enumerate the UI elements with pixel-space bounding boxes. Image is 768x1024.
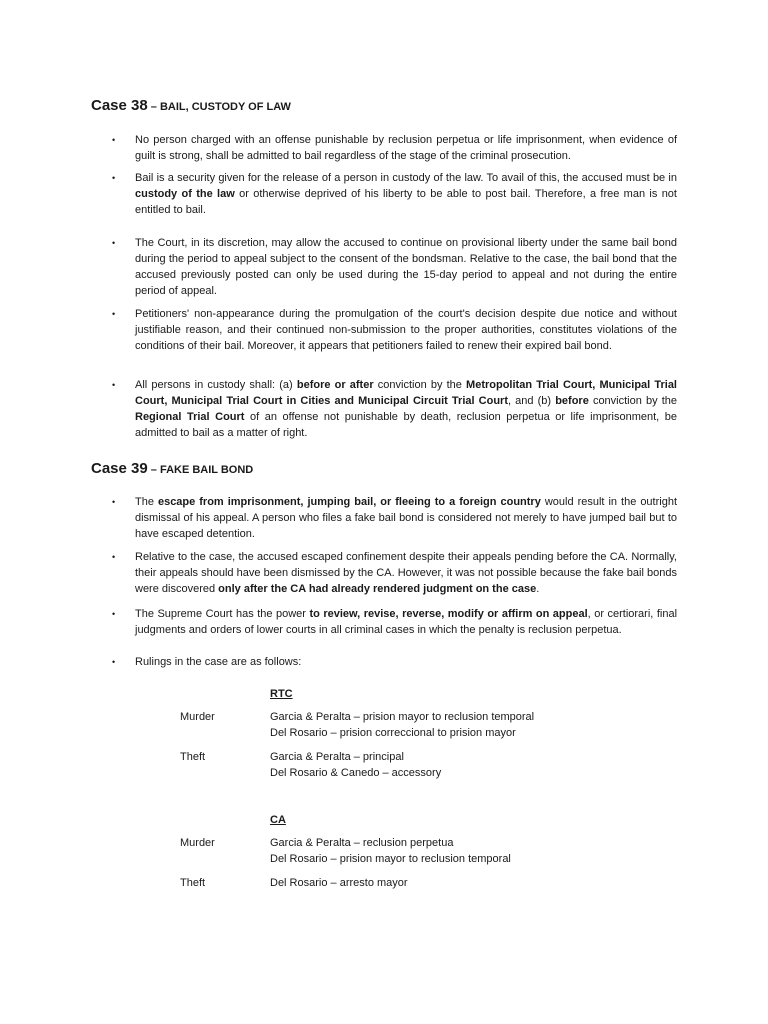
bullet-icon: • — [112, 657, 116, 667]
rtc-murder-line-2: Del Rosario – prision correccional to prision mayor — [270, 727, 516, 739]
bullet-icon: • — [112, 380, 116, 390]
rtc-murder-line-1: Garcia & Peralta – prision mayor to reclusion temporal — [270, 711, 535, 723]
case-39-subtitle: FAKE BAIL BOND — [159, 464, 254, 476]
bullet-icon: • — [112, 552, 116, 562]
case-38-bullet-4: Petitioners' non-appearance during the promulgation of the court's decision despite due notice and without justifiable reason, and their continued non-submission to the proper authorities, constitutes violations of the conditions of their bail. Moreover, it appears that petitioners failed to renew their expired bail bond. — [135, 308, 677, 352]
case-39-heading — [91, 460, 253, 477]
ca-murder-line-2: Del Rosario – prision mayor to reclusion temporal — [270, 853, 511, 865]
case-38-dash: – — [147, 101, 160, 113]
case-39-dash: – — [147, 464, 160, 476]
case-38-bullet-5: All persons in custody shall: (a) before or after conviction by the Metropolitan Trial Court, Municipal Trial Court, Municipal Trial Court in Cities and Municipal Circuit Trial Court, and (b) before conviction by the Regional Trial Court of an offense not punishable by death, reclusion perpetua or life imprisonment, be admitted to bail as a matter of right. — [135, 379, 677, 439]
case-38-bullet-1: No person charged with an offense punishable by reclusion perpetua or life imprisonment, when evidence of guilt is strong, shall be admitted to bail regardless of the stage of the criminal prosecution. — [135, 134, 677, 162]
case-39-bullet-3: The Supreme Court has the power to review, revise, reverse, modify or affirm on appeal, or certiorari, final judgments and orders of lower courts in all criminal cases in which the penalty is reclusion perpetua. — [135, 608, 678, 636]
ca-murder-line-1: Garcia & Peralta – reclusion perpetua — [270, 837, 454, 849]
bullet-icon: • — [112, 173, 116, 183]
rtc-heading: RTC — [270, 688, 293, 700]
rtc-murder-label: Murder — [180, 711, 215, 723]
rtc-theft-line-2: Del Rosario & Canedo – accessory — [270, 767, 442, 779]
ca-theft-label: Theft — [180, 877, 206, 889]
case-39-bullet-1: The escape from imprisonment, jumping bail, or fleeing to a foreign country would result in the outright dismissal of his appeal. A person who files a fake bail bond is considered not merely to have jumped bail but to have escaped detention. — [135, 496, 678, 540]
case-38-bullet-3: The Court, in its discretion, may allow the accused to continue on provisional liberty under the same bail bond during the period to appeal subject to the consent of the bondsman. Relative to the case, the bail bond that the accused previously posted can only be used during the 15-day period to appeal and not during the entire period of appeal. — [135, 237, 677, 297]
ca-theft-line-1: Del Rosario – arresto mayor — [270, 877, 408, 889]
bullet-icon: • — [112, 135, 116, 145]
case-39-number: Case 39 — [91, 460, 148, 477]
case-38-heading — [91, 97, 291, 114]
ca-heading: CA — [270, 814, 286, 826]
bullet-icon: • — [112, 609, 116, 619]
ca-murder-label: Murder — [180, 837, 215, 849]
rtc-theft-label: Theft — [180, 751, 206, 763]
bullet-icon: • — [112, 309, 116, 319]
bullet-icon: • — [112, 497, 116, 507]
bullet-icon: • — [112, 238, 116, 248]
case-38-bullet-2: Bail is a security given for the release of a person in custody of the law. To avail of this, the accused must be in custody of the law or otherwise deprived of his liberty to be able to post bail. Therefore, a free man is not entitled to bail. — [135, 172, 677, 216]
rtc-theft-line-1: Garcia & Peralta – principal — [270, 751, 404, 763]
case-39-bullet-4: Rulings in the case are as follows: — [135, 656, 302, 668]
case-38-subtitle: BAIL, CUSTODY OF LAW — [159, 101, 291, 113]
case-39-bullet-2: Relative to the case, the accused escaped confinement despite their appeals pending before the CA. Normally, their appeals should have been dismissed by the CA. However, it was not possible because the fake bail bonds were discovered only after the CA had already rendered judgment on the case. — [135, 551, 677, 595]
case-38-number: Case 38 — [91, 97, 148, 114]
